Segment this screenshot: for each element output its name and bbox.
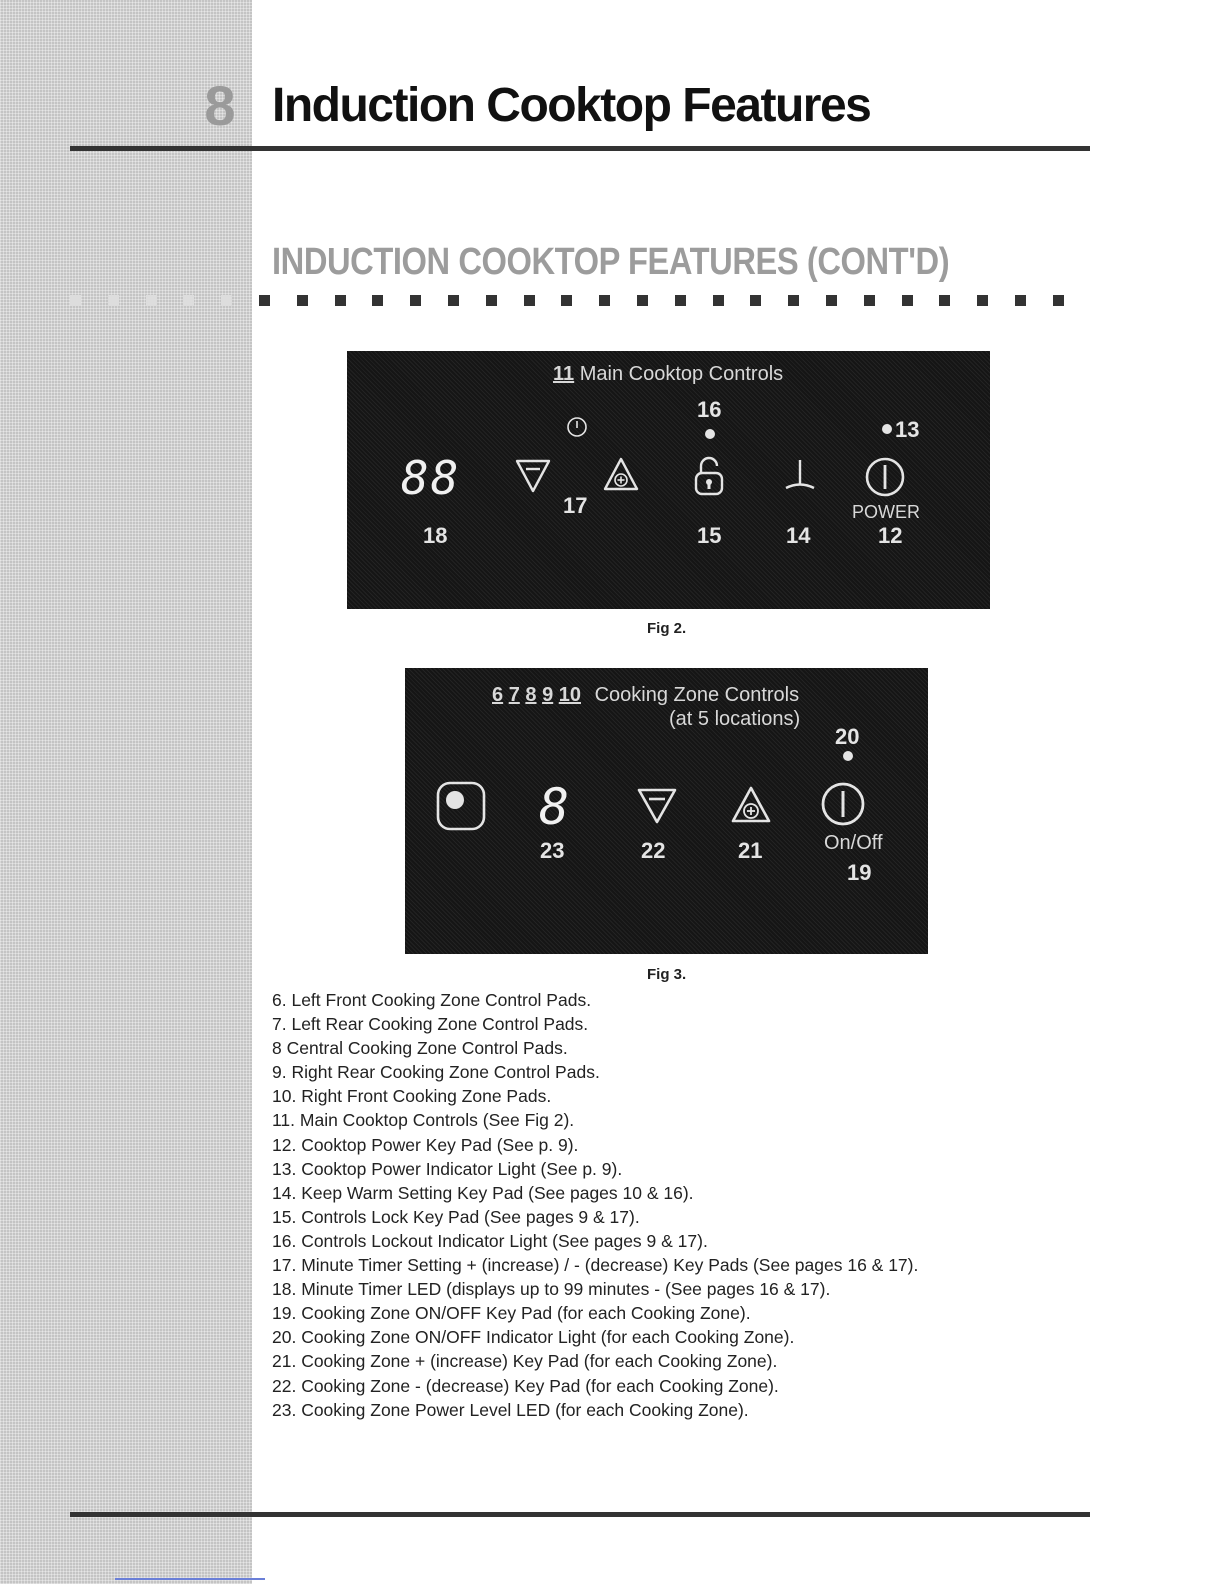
zone-onoff-indicator-dot-icon bbox=[842, 750, 854, 762]
power-indicator-dot-icon bbox=[881, 423, 893, 435]
zone-position-icon bbox=[435, 780, 487, 832]
zone-controls-title-text: Cooking Zone Controls bbox=[594, 684, 800, 706]
divider-square bbox=[448, 295, 459, 306]
zone-onoff-icon[interactable] bbox=[819, 780, 867, 828]
left-margin-band bbox=[0, 0, 252, 1584]
zone-number-10: 10 bbox=[558, 684, 581, 706]
list-item: 22. Cooking Zone - (decrease) Key Pad (for each Cooking Zone). bbox=[272, 1375, 779, 1396]
list-item: 17. Minute Timer Setting + (increase) / - (decrease) Key Pads (See pages 16 & 17). bbox=[272, 1255, 919, 1276]
list-item: 21. Cooking Zone + (increase) Key Pad (for each Cooking Zone). bbox=[272, 1351, 778, 1372]
list-item: 11. Main Cooktop Controls (See Fig 2). bbox=[272, 1110, 575, 1131]
divider-square bbox=[372, 295, 383, 306]
main-controls-title-number: 11 bbox=[553, 363, 575, 385]
list-item: 20. Cooking Zone ON/OFF Indicator Light (for each Cooking Zone). bbox=[272, 1327, 795, 1348]
divider-square bbox=[335, 295, 346, 306]
divider-square bbox=[750, 295, 761, 306]
timer-decrease-icon[interactable] bbox=[513, 457, 553, 495]
callout-14: 14 bbox=[786, 523, 811, 548]
divider-square bbox=[902, 295, 913, 306]
divider-square bbox=[183, 295, 194, 306]
fig2-caption: Fig 2. bbox=[647, 620, 687, 637]
zone-number-8: 8 bbox=[525, 684, 537, 706]
zone-number-7: 7 bbox=[508, 684, 520, 706]
divider-square bbox=[108, 295, 119, 306]
zone-number-6: 6 bbox=[492, 684, 504, 706]
list-item: 18. Minute Timer LED (displays up to 99 minutes - (See pages 16 & 17). bbox=[272, 1279, 831, 1300]
timer-increase-icon[interactable] bbox=[601, 455, 641, 493]
divider-square bbox=[788, 295, 799, 306]
minute-timer-led: 88 bbox=[401, 451, 461, 505]
list-item: 16. Controls Lockout Indicator Light (See pages 9 & 17). bbox=[272, 1230, 708, 1251]
section-title: INDUCTION COOKTOP FEATURES (CONT'D) bbox=[272, 241, 950, 283]
footer-underline-mark bbox=[115, 1578, 265, 1580]
zone-controls-title bbox=[492, 684, 799, 707]
list-item: 19. Cooking Zone ON/OFF Key Pad (for each Cooking Zone). bbox=[272, 1303, 751, 1324]
callout-20: 20 bbox=[835, 724, 860, 749]
main-controls-title-text: Main Cooktop Controls bbox=[579, 363, 784, 385]
callout-18: 18 bbox=[423, 523, 448, 548]
callout-12: 12 bbox=[878, 523, 903, 548]
divider-square bbox=[977, 295, 988, 306]
divider-square bbox=[864, 295, 875, 306]
divider-square bbox=[713, 295, 724, 306]
chapter-number: 8 bbox=[204, 74, 236, 137]
list-item: 6. Left Front Cooking Zone Control Pads. bbox=[272, 990, 592, 1010]
divider-square bbox=[675, 295, 686, 306]
main-controls-panel bbox=[347, 351, 990, 609]
callout-21: 21 bbox=[738, 838, 763, 863]
divider-square bbox=[939, 295, 950, 306]
zone-increase-icon[interactable] bbox=[729, 784, 773, 826]
list-item: 15. Controls Lock Key Pad (See pages 9 & 17). bbox=[272, 1206, 640, 1227]
list-item: 23. Cooking Zone Power Level LED (for each Cooking Zone). bbox=[272, 1399, 749, 1420]
zone-decrease-icon[interactable] bbox=[635, 786, 679, 826]
list-item: 14. Keep Warm Setting Key Pad (See pages 10 & 16). bbox=[272, 1182, 694, 1203]
main-controls-title bbox=[553, 363, 783, 386]
callout-19: 19 bbox=[847, 860, 872, 885]
footer-rule bbox=[70, 1512, 1090, 1517]
onoff-label: On/Off bbox=[824, 832, 883, 854]
divider-square bbox=[637, 295, 648, 306]
timer-clock-icon bbox=[565, 415, 589, 439]
power-icon[interactable] bbox=[863, 455, 907, 499]
divider-square bbox=[561, 295, 572, 306]
page-title: Induction Cooktop Features bbox=[272, 79, 871, 132]
divider-square bbox=[1015, 295, 1026, 306]
lockout-indicator-dot-icon bbox=[704, 428, 716, 440]
divider-square bbox=[146, 295, 157, 306]
keep-warm-icon[interactable] bbox=[783, 457, 817, 493]
divider-square bbox=[70, 295, 81, 306]
fig3-caption: Fig 3. bbox=[647, 966, 687, 983]
list-item: 10. Right Front Cooking Zone Pads. bbox=[272, 1086, 552, 1107]
cooking-zone-panel bbox=[405, 668, 928, 954]
power-label: POWER bbox=[852, 502, 921, 522]
zone-controls-subtitle: (at 5 locations) bbox=[669, 708, 801, 730]
divider-square bbox=[524, 295, 535, 306]
divider-square bbox=[826, 295, 837, 306]
callout-17: 17 bbox=[563, 493, 588, 518]
callout-23: 23 bbox=[540, 838, 565, 863]
list-item: 7. Left Rear Cooking Zone Control Pads. bbox=[272, 1014, 589, 1035]
divider-square bbox=[486, 295, 497, 306]
list-item: 12. Cooktop Power Key Pad (See p. 9). bbox=[272, 1134, 579, 1155]
zone-power-level-led: 8 bbox=[539, 778, 570, 836]
divider-square bbox=[221, 295, 232, 306]
divider-square bbox=[1053, 295, 1064, 306]
list-item: 9. Right Rear Cooking Zone Control Pads. bbox=[272, 1062, 600, 1083]
divider-square bbox=[410, 295, 421, 306]
callout-13: 13 bbox=[895, 417, 920, 442]
list-item: 13. Cooktop Power Indicator Light (See p. 9). bbox=[272, 1158, 623, 1179]
callout-15: 15 bbox=[697, 523, 722, 548]
controls-lock-icon[interactable] bbox=[691, 455, 727, 497]
divider-square bbox=[259, 295, 270, 306]
zone-number-9: 9 bbox=[542, 684, 554, 706]
callout-16: 16 bbox=[697, 397, 722, 422]
divider-square bbox=[599, 295, 610, 306]
divider-square bbox=[297, 295, 308, 306]
feature-legend-list bbox=[272, 988, 1052, 1422]
callout-22: 22 bbox=[641, 838, 666, 863]
header-rule bbox=[70, 146, 1090, 151]
list-item: 8 Central Cooking Zone Control Pads. bbox=[272, 1038, 568, 1059]
dotted-divider bbox=[70, 295, 1090, 307]
